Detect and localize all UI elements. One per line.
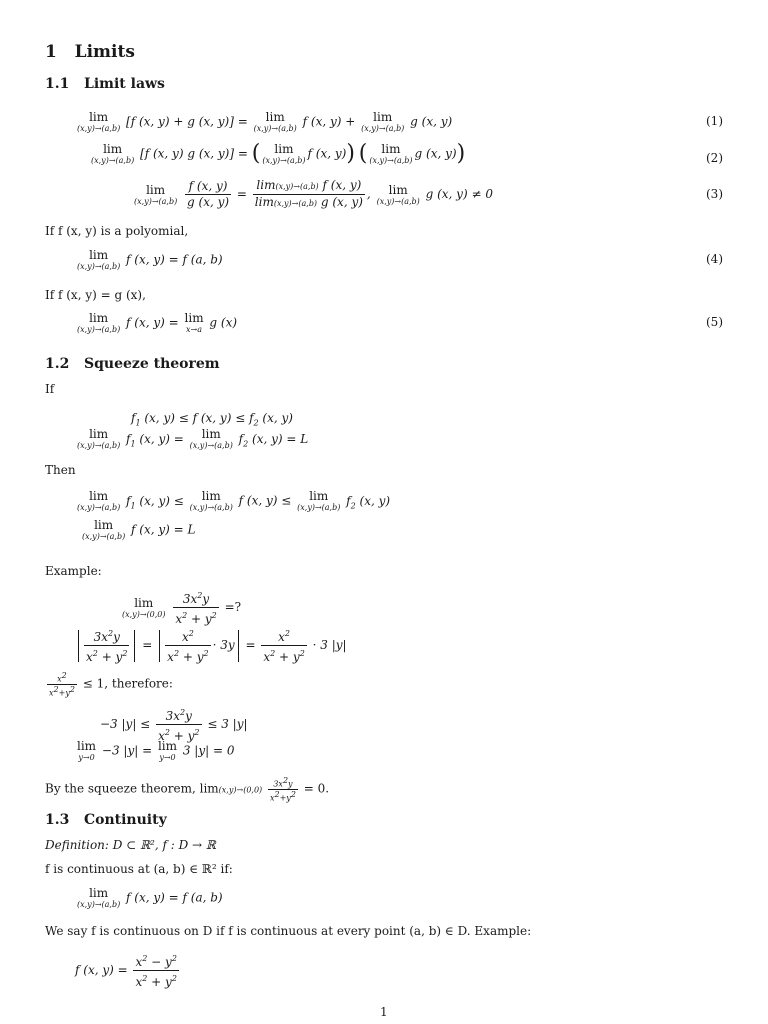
subsection-number: 1.1 — [45, 76, 70, 92]
squeeze-conclusion-end: = 0. — [303, 781, 330, 796]
then-text: Then — [45, 463, 76, 477]
equation-number: (5) — [706, 315, 723, 329]
subsection-title: Squeeze theorem — [83, 356, 220, 372]
equation-example-limit: lim (x,y)→(0,0) $\frac{3x^2y}{x^2 + y^2}$ =? — [122, 591, 242, 626]
equation-example-absolute: $\frac{3x^2y}{x^2 + y^2}$ = $\frac{x^2}{x^2 + y^2}$ · 3y = $\frac{x^2}{x^2 + y^2}$ · 3 |y| — [75, 626, 347, 665]
subsection-number: 1.3 — [45, 812, 70, 828]
subsection-heading-continuity — [45, 812, 167, 828]
subsection-title: Limit laws — [83, 76, 165, 92]
if-text: If — [45, 382, 55, 396]
subsection-title: Continuity — [83, 812, 167, 828]
therefore-line: $\frac{x^2}{x^2+y^2}$ ≤ 1, therefore: — [49, 671, 173, 698]
subsection-number: 1.2 — [45, 356, 70, 372]
section-title: Limits — [74, 42, 135, 62]
equation-polynomial-limit: lim (x,y)→(a,b) f (x, y) = f (a, b) — [77, 248, 223, 271]
if-f-equals-g-text: If f (x, y) = g (x), — [45, 288, 146, 302]
squeeze-conclusion: By the squeeze theorem, lim(x,y)→(0,0) $\frac{3x^2y}{x^2+y^2}$ = 0. — [45, 776, 330, 803]
squeeze-conclusion-text: By the squeeze theorem, lim — [45, 781, 219, 796]
subsection-heading-squeeze — [45, 356, 220, 372]
equation-sum-law: lim (x,y)→(a,b) [f (x, y) + g (x, y)] = lim (x,y)→(a,b) f (x, y) + lim (x,y)→(a,b) g (x, y) — [77, 110, 453, 133]
equation-squeeze-bounds: $f_1$ (x, y) ≤ f (x, $y) \le f_2$ (x, y) — [131, 411, 293, 428]
equation-number: (1) — [706, 114, 723, 128]
subsection-heading-limit-laws — [45, 76, 165, 92]
equation-number: (4) — [706, 252, 723, 266]
definition-label: Definition: — [45, 838, 109, 852]
polynomial-text: If f (x, y) is a polyomial, — [45, 224, 189, 238]
definition-body: D ⊂ ℝ², f : D → ℝ — [112, 838, 216, 852]
definition-line — [45, 838, 216, 852]
equation-squeeze-inequality: lim (x,y)→(a,b) $f_1$ (x, y) ≤ lim (x,y)→(a,b) f (x, y) ≤ lim (x,y)→(a,b) $f_2$ (x, y) — [77, 489, 391, 512]
equation-product-law: lim (x,y)→(a,b) [f (x, y) g (x, y)] = ( lim (x,y)→(a,b) f (x, y)) ( lim (x,y)→(a,b) g (x, y)) — [91, 141, 466, 166]
equation-example-bound-limits: lim y→0 −3 |y| = lim y→0 3 |y| = 0 — [77, 739, 235, 762]
equation-one-variable-limit: lim (x,y)→(a,b) f (x, y) = lim x→a g (x) — [77, 311, 238, 334]
equation-squeeze-result: lim (x,y)→(a,b) f (x, y) = L — [82, 518, 196, 541]
continuous-at-text: f is continuous at (a, b) ∈ ℝ² if: — [45, 862, 233, 876]
equation-quotient-law: lim (x,y)→(a,b) $\frac{f (x, y)}{g (x, y)}$ = $\frac{\lim(x,y)\to(a,b) f (x, y)}{\lim(x,y)\to(a,b) g (x, y)}$ , lim (x,y)→(a,b) g (x, y) ≠ 0 — [134, 178, 493, 209]
equation-number: (3) — [706, 187, 723, 201]
equation-number: (2) — [706, 151, 723, 165]
equation-example-bounds: −3 |y| ≤ $\frac{3x^2y}{x^2 + y^2}$ ≤ 3 |y| — [100, 708, 248, 743]
therefore-text: ≤ 1, therefore: — [82, 676, 173, 691]
section-heading — [45, 42, 135, 62]
example-label: Example: — [45, 564, 102, 578]
section-number: 1 — [45, 42, 57, 62]
page-number: 1 — [380, 1005, 388, 1019]
equation-squeeze-limits-equal: lim (x,y)→(a,b) $f_1$ (x, y) = lim (x,y)→(a,b) $f_2$ (x, y) = L — [77, 427, 309, 450]
equation-continuity-definition: lim (x,y)→(a,b) f (x, y) = f (a, b) — [77, 886, 223, 909]
continuous-on-text: We say f is continuous on D if f is continuous at every point (a, b) ∈ D. Example: — [45, 924, 532, 938]
equation-continuity-example: f (x, y) = $\frac{x^2 - y^2}{x^2 + y^2}$ — [75, 954, 177, 989]
